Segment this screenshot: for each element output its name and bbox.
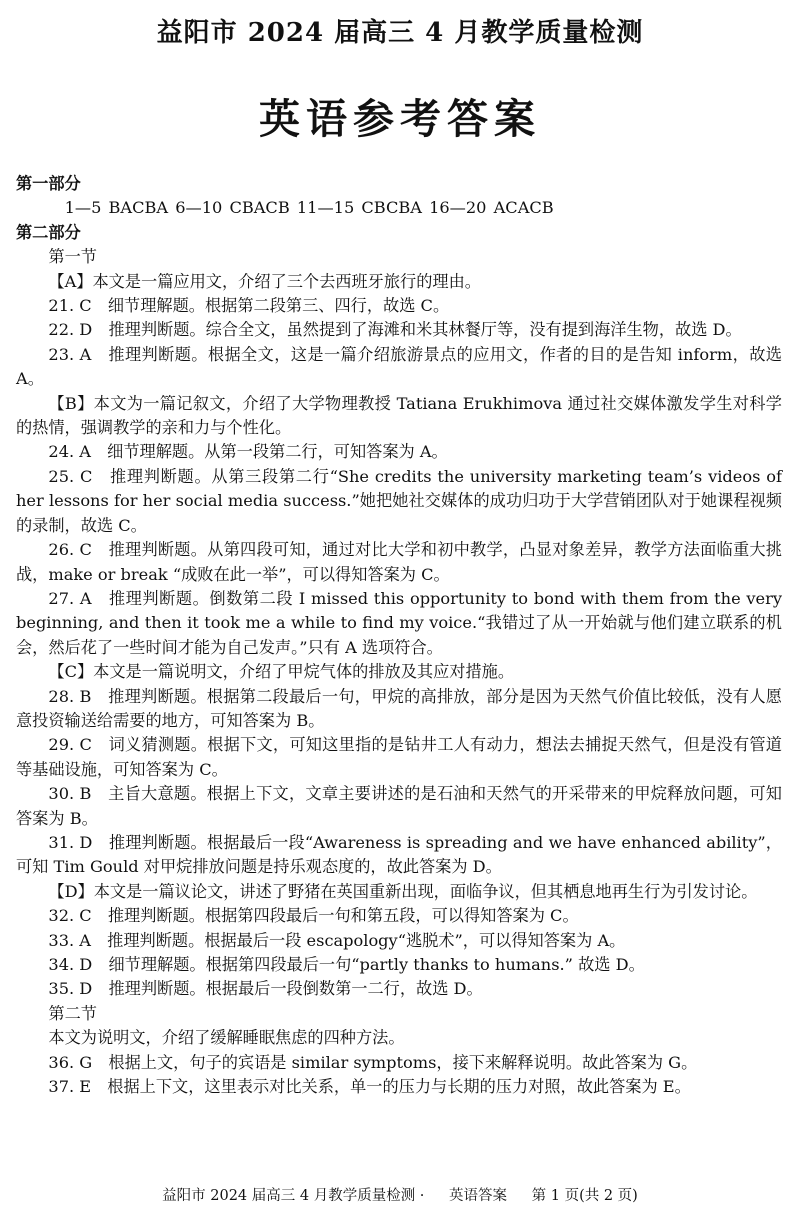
answer-explanation: 25. C 推理判断题。从第三段第二行“She credits the university marketing team’s videos of her lessons for her social media success.”她把她社交媒体的成功归功于大学营销团队对于她课程视频的录制，故选 C。	[16, 466, 782, 535]
section-heading: 第一部分	[16, 174, 81, 193]
passage-summary: 【D】本文是一篇议论文，讲述了野猪在英国重新出现，面临争议，但其栖息地再生行为引发讨论。	[48, 881, 758, 901]
answer-explanation: 30. B 主旨大意题。根据上下文，文章主要讲述的是石油和天然气的开采带来的甲烷释放问题，可知答案为 B。	[16, 784, 782, 828]
answer-explanation: 27. A 推理判断题。倒数第二段 I missed this opportunity to bond with them from the very beginning, and then it took me a while to find my voice.“我错过了从一开始就与他们建立联系的机会，然后花了一些时间才能为自己发声。”只有 A 选项符合。	[16, 588, 782, 657]
answer-explanation: 23. A 推理判断题。根据全文，这是一篇介绍旅游景点的应用文，作者的目的是告知 inform，故选 A。	[16, 344, 782, 389]
subsection-heading: 第二节	[48, 1003, 97, 1023]
document-subtitle: 英语参考答案	[259, 95, 541, 143]
passage-summary: 【C】本文是一篇说明文，介绍了甲烷气体的排放及其应对措施。	[48, 662, 515, 682]
answer-explanation: 22. D 推理判断题。综合全文，虽然提到了海滩和米其林餐厅等，没有提到海洋生物，故选 D。	[48, 320, 742, 340]
answer-explanation: 35. D 推理判断题。根据最后一段倒数第一二行，故选 D。	[48, 979, 483, 999]
answer-line: 1—5 BACBA 6—10 CBACB 11—15 CBCBA 16—20 ACACB	[64, 198, 554, 218]
answer-explanation: 29. C 词义猜测题。根据下文，可知这里指的是钻井工人有动力，想法去捕捉天然气，但是没有管道等基础设施，可知答案为 C。	[16, 735, 782, 779]
answer-explanation: 26. C 推理判断题。从第四段可知，通过对比大学和初中教学，凸显对象差异，教学方法面临重大挑战，make or break “成败在此一举”，可以得知答案为 C。	[16, 540, 782, 584]
subsection-heading: 第一节	[48, 247, 97, 267]
answer-explanation: 33. A 推理判断题。根据最后一段 escapology“逃脱术”，可以得知答案为 A。	[48, 930, 626, 950]
answer-explanation: 32. C 推理判断题。根据第四段最后一句和第五段，可以得知答案为 C。	[48, 906, 579, 926]
footer-subject: 英语答案	[449, 1188, 508, 1204]
answer-explanation: 37. E 根据上下文，这里表示对比关系，单一的压力与长期的压力对照，故此答案为 E。	[48, 1077, 691, 1097]
answer-explanation: 21. C 细节理解题。根据第二段第三、四行，故选 C。	[48, 296, 450, 316]
answer-body	[16, 172, 782, 1099]
exam-title: 益阳市 2024 届高三 4 月教学质量检测	[156, 18, 644, 48]
answer-explanation: 36. G 根据上文，句子的宾语是 similar symptoms，接下来解释说明。故此答案为 G。	[48, 1052, 698, 1072]
answer-explanation: 34. D 细节理解题。根据第四段最后一句“partly thanks to humans.” 故选 D。	[48, 955, 645, 974]
passage-summary: 【A】本文是一篇应用文，介绍了三个去西班牙旅行的理由。	[48, 271, 481, 291]
answer-explanation: 31. D 推理判断题。根据最后一段“Awareness is spreading and we have enhanced ability”，可知 Tim Gould 对甲烷排放问题是持乐观态度的，故此答案为 D。	[16, 832, 782, 877]
answer-explanation: 28. B 推理判断题。根据第二段最后一句，甲烷的高排放，部分是因为天然气价值比较低，没有人愿意投资输送给需要的地方，可知答案为 B。	[16, 686, 782, 730]
footer-exam-name: 益阳市 2024 届高三 4 月教学质量检测 ·	[162, 1188, 425, 1204]
page-footer	[0, 1184, 800, 1205]
footer-page-number: 第 1 页(共 2 页)	[531, 1188, 638, 1204]
passage-summary: 【B】本文为一篇记叙文，介绍了大学物理教授 Tatiana Erukhimova 通过社交媒体激发学生对科学的热情，强调教学的亲和力与个性化。	[16, 393, 782, 438]
answer-explanation: 24. A 细节理解题。从第一段第二行，可知答案为 A。	[48, 442, 448, 462]
section-heading: 第二部分	[16, 222, 81, 242]
passage-summary: 本文为说明文，介绍了缓解睡眠焦虑的四种方法。	[48, 1028, 405, 1048]
